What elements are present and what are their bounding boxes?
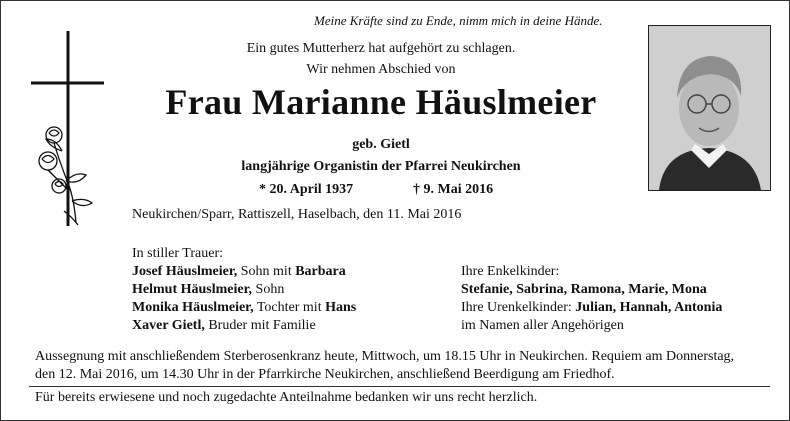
on-behalf-line: im Namen aller Angehörigen xyxy=(461,318,624,333)
role-description: langjährige Organistin der Pfarrei Neukirchen xyxy=(241,159,521,174)
divider xyxy=(29,386,770,387)
death-date: † 9. Mai 2016 xyxy=(413,182,494,197)
mourner-line: Xaver Gietl, Bruder mit Familie xyxy=(132,318,316,333)
portrait-photo xyxy=(648,25,771,191)
motto: Meine Kräfte sind zu Ende, nimm mich in deine Hände. xyxy=(314,13,603,28)
mourning-title: In stiller Trauer: xyxy=(132,246,223,261)
great-grandchildren-line: Ihre Urenkelkinder: Julian, Hannah, Antonia xyxy=(461,300,723,315)
cross-with-roses-icon xyxy=(26,31,121,231)
thanks-note: Für bereits erwiesene und noch zugedachte Anteilnahme bedanken wir uns recht herzlich. xyxy=(35,390,538,405)
mourner-line: Monika Häuslmeier, Tochter mit Hans xyxy=(132,300,357,315)
mourner-line: Josef Häuslmeier, Sohn mit Barbara xyxy=(132,264,346,279)
birth-name: geb. Gietl xyxy=(352,137,410,152)
intro-line-1: Ein gutes Mutterherz hat aufgehört zu schlagen. xyxy=(246,41,516,56)
place-and-date: Neukirchen/Sparr, Rattiszell, Haselbach, den 11. Mai 2016 xyxy=(132,207,462,222)
grandchildren-names: Stefanie, Sabrina, Ramona, Marie, Mona xyxy=(461,282,707,297)
deceased-name: Frau Marianne Häuslmeier xyxy=(165,82,597,122)
intro-line-2: Wir nehmen Abschied von xyxy=(306,62,456,77)
grandchildren-label: Ihre Enkelkinder: xyxy=(461,264,560,279)
birth-date: * 20. April 1937 xyxy=(259,182,354,197)
mourner-line: Helmut Häuslmeier, Sohn xyxy=(132,282,285,297)
funeral-details: Aussegnung mit anschließendem Sterberosenkranz heute, Mittwoch, um 18.15 Uhr in Neukirchen. Requiem am Donnerstag, den 12. Mai 2016, um 14.30 Uhr in der Pfarrkirche Neukirchen, anschließend Beerdigung am Friedhof. xyxy=(35,349,735,382)
